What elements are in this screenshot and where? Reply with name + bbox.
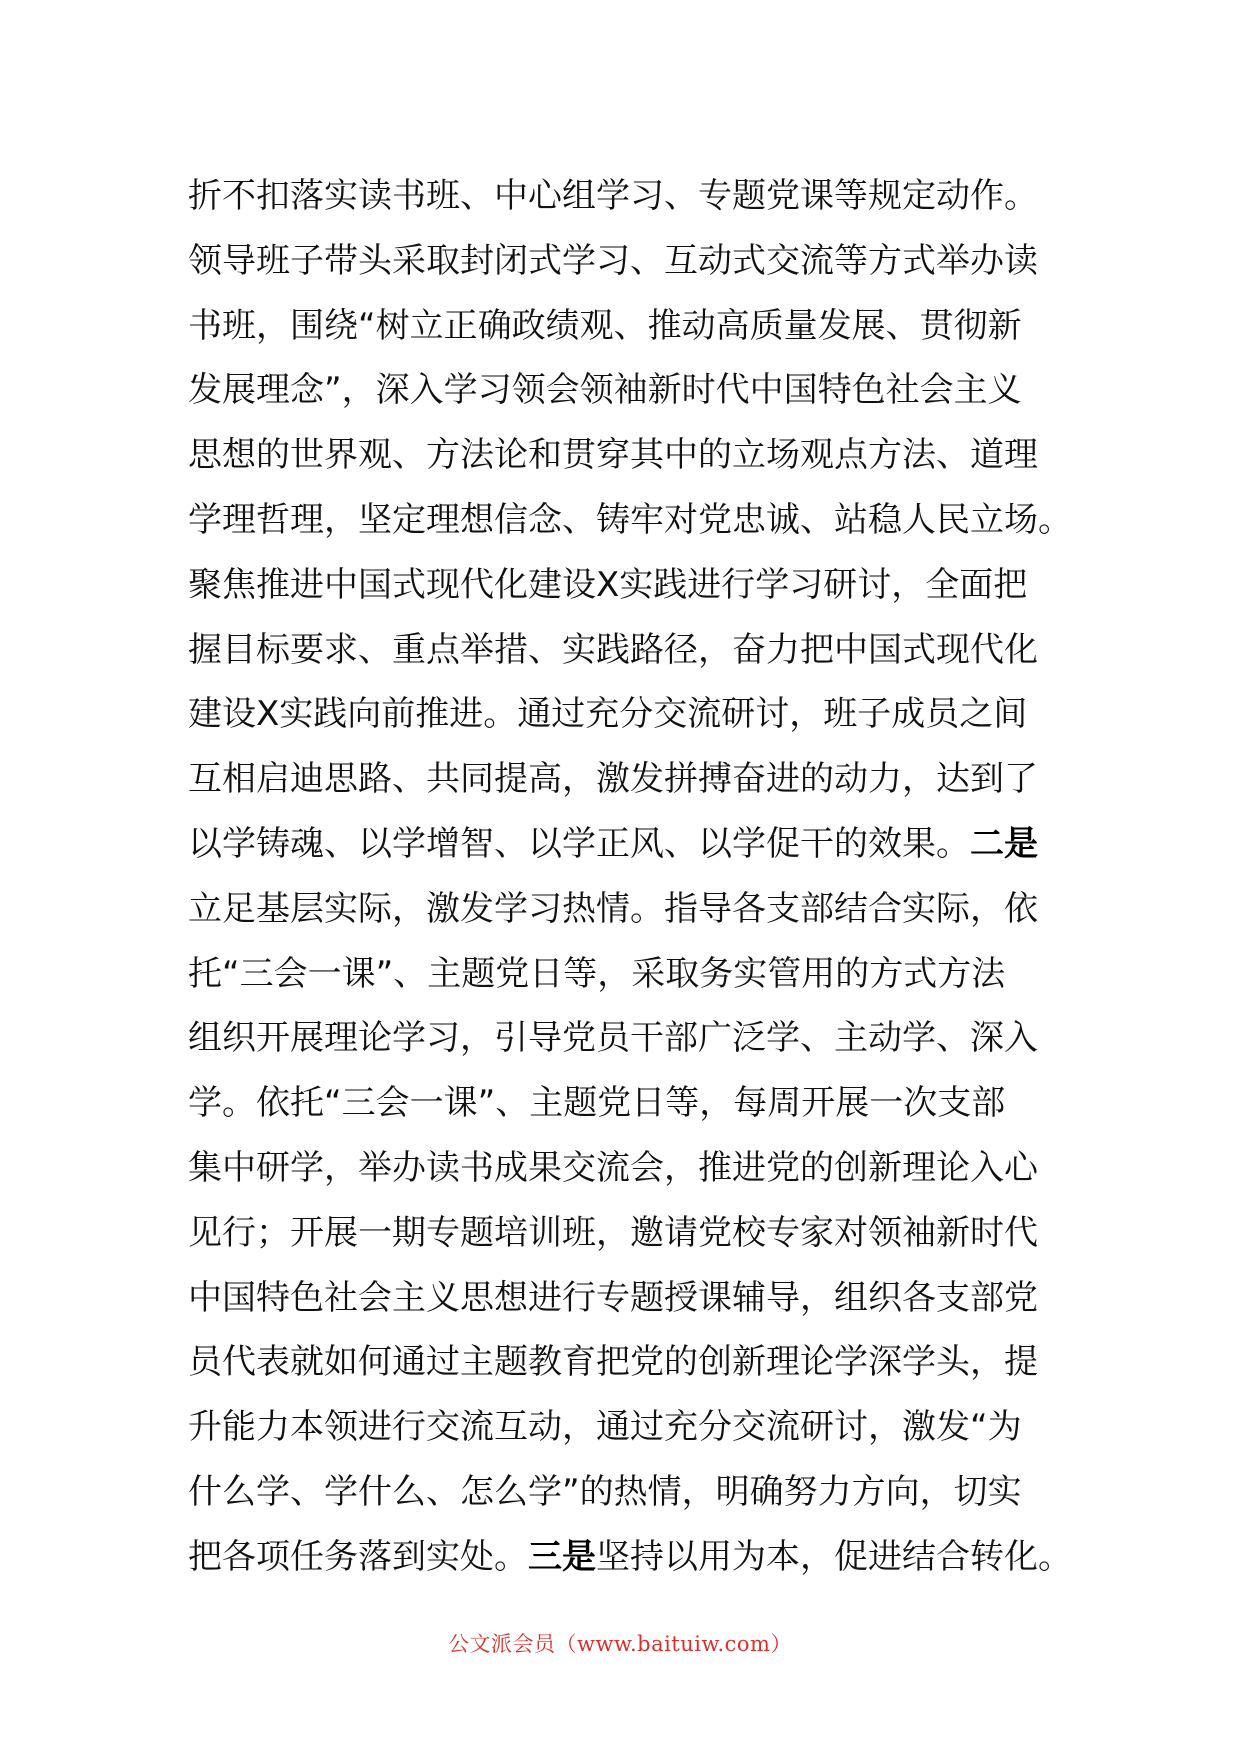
section-marker-two: 二是 [970, 823, 1038, 864]
text-line: 握目标要求、重点举措、实践路径，奋力把中国式现代化 [188, 629, 1038, 670]
text-line: 发展理念”，深入学习领会领袖新时代中国特色社会主义 [188, 370, 1022, 411]
text-line: 把各项任务落到实处。三是坚持以用为本，促进结合转化。 [188, 1536, 1072, 1577]
text-line: 见行；开展一期专题培训班，邀请党校专家对领袖新时代 [188, 1212, 1038, 1253]
text-line: 互相启迪思路、共同提高，激发拼搏奋进的动力，达到了 [188, 759, 1038, 800]
text-line: 领导班子带头采取封闭式学习、互动式交流等方式举办读 [188, 240, 1038, 281]
text-line: 员代表就如何通过主题教育把党的创新理论学深学头，提 [188, 1342, 1038, 1383]
text-line: 组织开展理论学习，引导党员干部广泛学、主动学、深入 [188, 1018, 1038, 1059]
text-line: 折不扣落实读书班、中心组学习、专题党课等规定动作。 [188, 176, 1038, 216]
text-line: 学理哲理，坚定理想信念、铸牢对党忠诚、站稳人民立场。 [188, 499, 1072, 540]
text-line: 什么学、学什么、怎么学”的热情，明确努力方向，切实 [188, 1471, 1022, 1512]
text-line: 学。依托“三会一课”、主题党日等，每周开展一次支部 [188, 1083, 1006, 1124]
text-line: 书班，围绕“树立正确政绩观、推动高质量发展、贯彻新 [188, 305, 1022, 346]
text-line: 集中研学，举办读书成果交流会，推进党的创新理论入心 [188, 1147, 1038, 1188]
text-line: 托“三会一课”、主题党日等，采取务实管用的方式方法 [188, 953, 1006, 994]
body-paragraph [188, 164, 1072, 1590]
footer-watermark: 公文派会员（www.baituiw.com） [448, 1632, 792, 1656]
text-line: 思想的世界观、方法论和贯穿其中的立场观点方法、道理 [188, 435, 1038, 476]
text-line: 立足基层实际，激发学习热情。指导各支部结合实际，依 [188, 888, 1038, 929]
text-line: 建设X实践向前推进。通过充分交流研讨，班子成员之间 [188, 694, 1028, 735]
text-line: 以学铸魂、以学增智、以学正风、以学促干的效果。二是 [188, 823, 1038, 864]
section-marker-three: 三是 [528, 1536, 596, 1577]
text-line: 中国特色社会主义思想进行专题授课辅导，组织各支部党 [188, 1277, 1038, 1318]
text-line: 聚焦推进中国式现代化建设X实践进行学习研讨，全面把 [188, 564, 1028, 605]
text-line: 升能力本领进行交流互动，通过充分交流研讨，激发“为 [188, 1407, 1022, 1448]
